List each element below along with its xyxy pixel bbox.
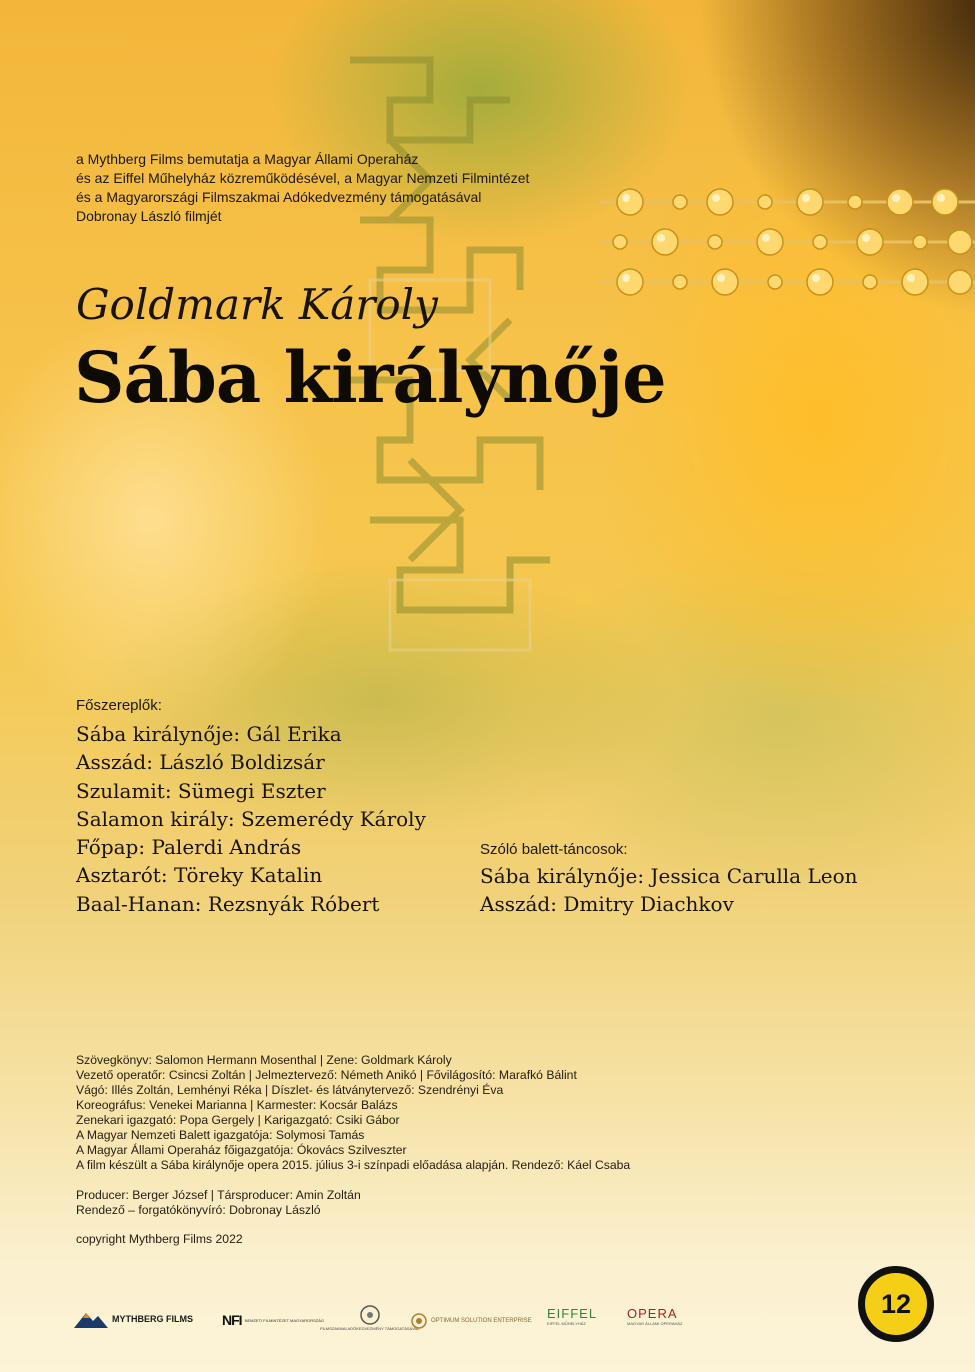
cast-item: Salamon király: Szemerédy Károly [76,806,426,831]
cast-item: Asszád: László Boldizsár [76,750,325,775]
nfi-logo: NFI NEMZETI FILMINTÉZET MAGYARORSZÁG [222,1312,324,1328]
intro-line: és az Eiffel Műhelyház közreműködésével, a Magyar Nemzeti Filmintézet [76,170,530,186]
ballet-item: Sába királynője: Jessica Carulla Leon [480,864,858,888]
crew-credits [76,1053,630,1173]
cast-item: Asztarót: Töreky Katalin [76,863,323,888]
ballet-item: Asszád: Dmitry Diachkov [480,892,734,916]
credit-line: A film készült a Sába királynője opera 2015. július 3-i színpadi előadása alapján. Rendező: Káel Csaba [76,1158,631,1172]
intro-line: Dobronay László filmjét [76,208,222,224]
ballet-dancers-heading: Szóló balett-táncosok: [480,841,628,858]
producer-credits [76,1188,361,1218]
credit-line: A Magyar Nemzeti Balett igazgatója: Solymosi Tamás [76,1128,365,1142]
optimum-logo: OPTIMUM SOLUTION ENTERPRISE [410,1312,532,1330]
main-cast-heading: Főszereplők: [76,697,162,714]
film-title: Sába királynője [74,336,666,419]
ballet-dancers-list [480,862,858,918]
credit-line: Vezető operatőr: Csincsi Zoltán | Jelmeztervező: Németh Anikó | Fővilágosító: Marafkó Bálint [76,1068,577,1082]
main-cast-list [76,720,426,918]
pearl-chains [600,180,975,310]
intro-line: és a Magyarországi Filmszakmai Adókedvezmény támogatásával [76,189,482,205]
tax-incentive-logo: FILMSZAKMAI ADÓKEDVEZMÉNY TÁMOGATÁSÁVAL [320,1304,420,1331]
composer-name: Goldmark Károly [76,280,438,329]
cast-item: Főpap: Palerdi András [76,835,302,860]
presenting-credits [76,150,529,226]
sun-emblem-icon [410,1312,428,1330]
credit-line: Zenekari igazgató: Popa Gergely | Karigazgató: Csiki Gábor [76,1113,400,1127]
cast-item: Baal-Hanan: Rezsnyák Róbert [76,891,380,916]
mythberg-logo: MYTHBERG FILMS [74,1310,193,1328]
intro-line: a Mythberg Films bemutatja a Magyar Állami Operaház [76,151,419,167]
film-reel-icon [357,1304,383,1326]
eiffel-logo: EIFFEL EIFFEL MŰHELYHÁZ [547,1306,598,1326]
mountain-icon [74,1310,108,1328]
age-rating-value: 12 [880,1288,912,1319]
opera-logo: OPERA MAGYAR ÁLLAMI OPERAHÁZ [627,1306,683,1326]
sponsor-logos [70,1300,710,1350]
credit-line: Szövegkönyv: Salomon Hermann Mosenthal | Zene: Goldmark Károly [76,1053,452,1067]
cast-item: Szulamit: Sümegi Eszter [76,778,326,803]
copyright-notice: copyright Mythberg Films 2022 [76,1232,243,1246]
credit-line: A Magyar Állami Operaház főigazgatója: Ókovács Szilveszter [76,1143,407,1157]
age-rating-badge [858,1266,934,1342]
producer-line: Producer: Berger József | Társproducer: Amin Zoltán [76,1188,361,1202]
credit-line: Vágó: Illés Zoltán, Lemhényi Réka | Díszlet- és látványtervező: Szendrényi Éva [76,1083,504,1097]
cast-item: Sába királynője: Gál Erika [76,722,342,746]
credit-line: Koreográfus: Venekei Marianna | Karmester: Kocsár Balázs [76,1098,398,1112]
producer-line: Rendező – forgatókönyvíró: Dobronay László [76,1203,321,1217]
